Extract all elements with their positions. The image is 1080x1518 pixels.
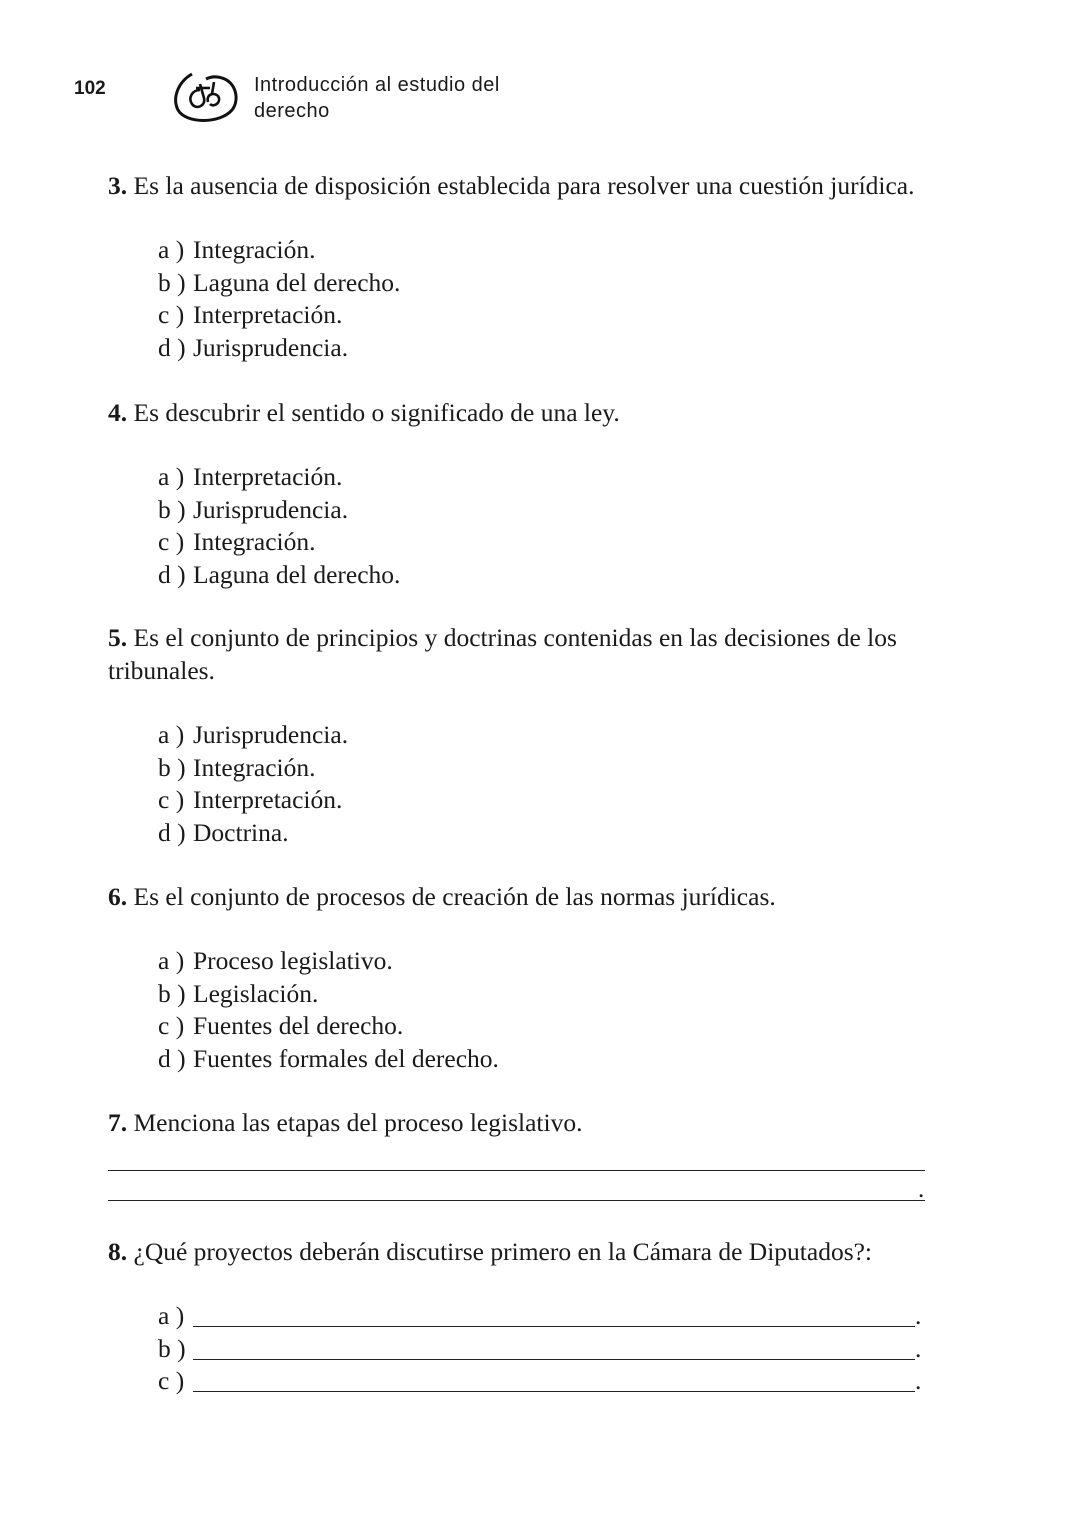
option: c ) Integración.: [158, 527, 316, 556]
option: c ) Interpretación.: [158, 300, 343, 329]
answer-line[interactable]: [108, 1200, 925, 1201]
question-number: 6.: [108, 882, 128, 911]
options-3: [158, 234, 400, 364]
question-text: Es la ausencia de disposición establecida para resolver una cuestión jurídica.: [133, 171, 915, 200]
option: a ) Integración.: [158, 235, 316, 264]
question-number: 7.: [108, 1108, 128, 1137]
question-8: [108, 1236, 928, 1269]
question-number: 4.: [108, 398, 128, 427]
question-7: [108, 1107, 928, 1140]
question-6: [108, 881, 928, 914]
question-4: [108, 397, 928, 430]
options-4: [158, 461, 400, 591]
answer-line[interactable]: [108, 1170, 925, 1171]
option: a ) Interpretación.: [158, 462, 343, 491]
options-6: [158, 945, 499, 1075]
option: a ) Jurisprudencia.: [158, 720, 349, 749]
option: d ) Laguna del derecho.: [158, 559, 401, 589]
answer-blank[interactable]: a ) .: [158, 1301, 922, 1330]
option: c ) Interpretación.: [158, 785, 343, 814]
option: b ) Jurisprudencia.: [158, 494, 349, 524]
question-text: Es el conjunto de principios y doctrinas contenidas en las decisiones de los tribunales.: [108, 623, 897, 685]
question-text: ¿Qué proyectos deberán discutirse primero en la Cámara de Diputados?:: [133, 1237, 873, 1266]
question-number: 3.: [108, 171, 128, 200]
option: d ) Fuentes formales del derecho.: [158, 1043, 499, 1073]
question-number: 5.: [108, 623, 128, 652]
period: .: [918, 1176, 925, 1203]
page-number: 102: [74, 78, 106, 99]
option: b ) Integración.: [158, 752, 316, 782]
book-title: Introducción al estudio del derecho: [254, 74, 500, 122]
question-text: Es descubrir el sentido o significado de una ley.: [133, 398, 620, 427]
answer-blank[interactable]: b ) .: [158, 1333, 922, 1363]
option: a ) Proceso legislativo.: [158, 946, 393, 975]
options-8: [158, 1300, 921, 1398]
question-3: [108, 170, 928, 203]
options-5: [158, 719, 348, 849]
question-5: [108, 622, 928, 687]
question-text: Es el conjunto de procesos de creación de las normas jurídicas.: [133, 882, 776, 911]
answer-blank[interactable]: c ) .: [158, 1366, 922, 1395]
option: d ) Jurisprudencia.: [158, 332, 349, 362]
option: b ) Legislación.: [158, 978, 319, 1008]
option: c ) Fuentes del derecho.: [158, 1011, 404, 1040]
option: b ) Laguna del derecho.: [158, 267, 401, 297]
publisher-logo-icon: [170, 68, 240, 124]
option: d ) Doctrina.: [158, 817, 289, 847]
question-text: Menciona las etapas del proceso legislativo.: [133, 1108, 583, 1137]
question-number: 8.: [108, 1237, 128, 1266]
